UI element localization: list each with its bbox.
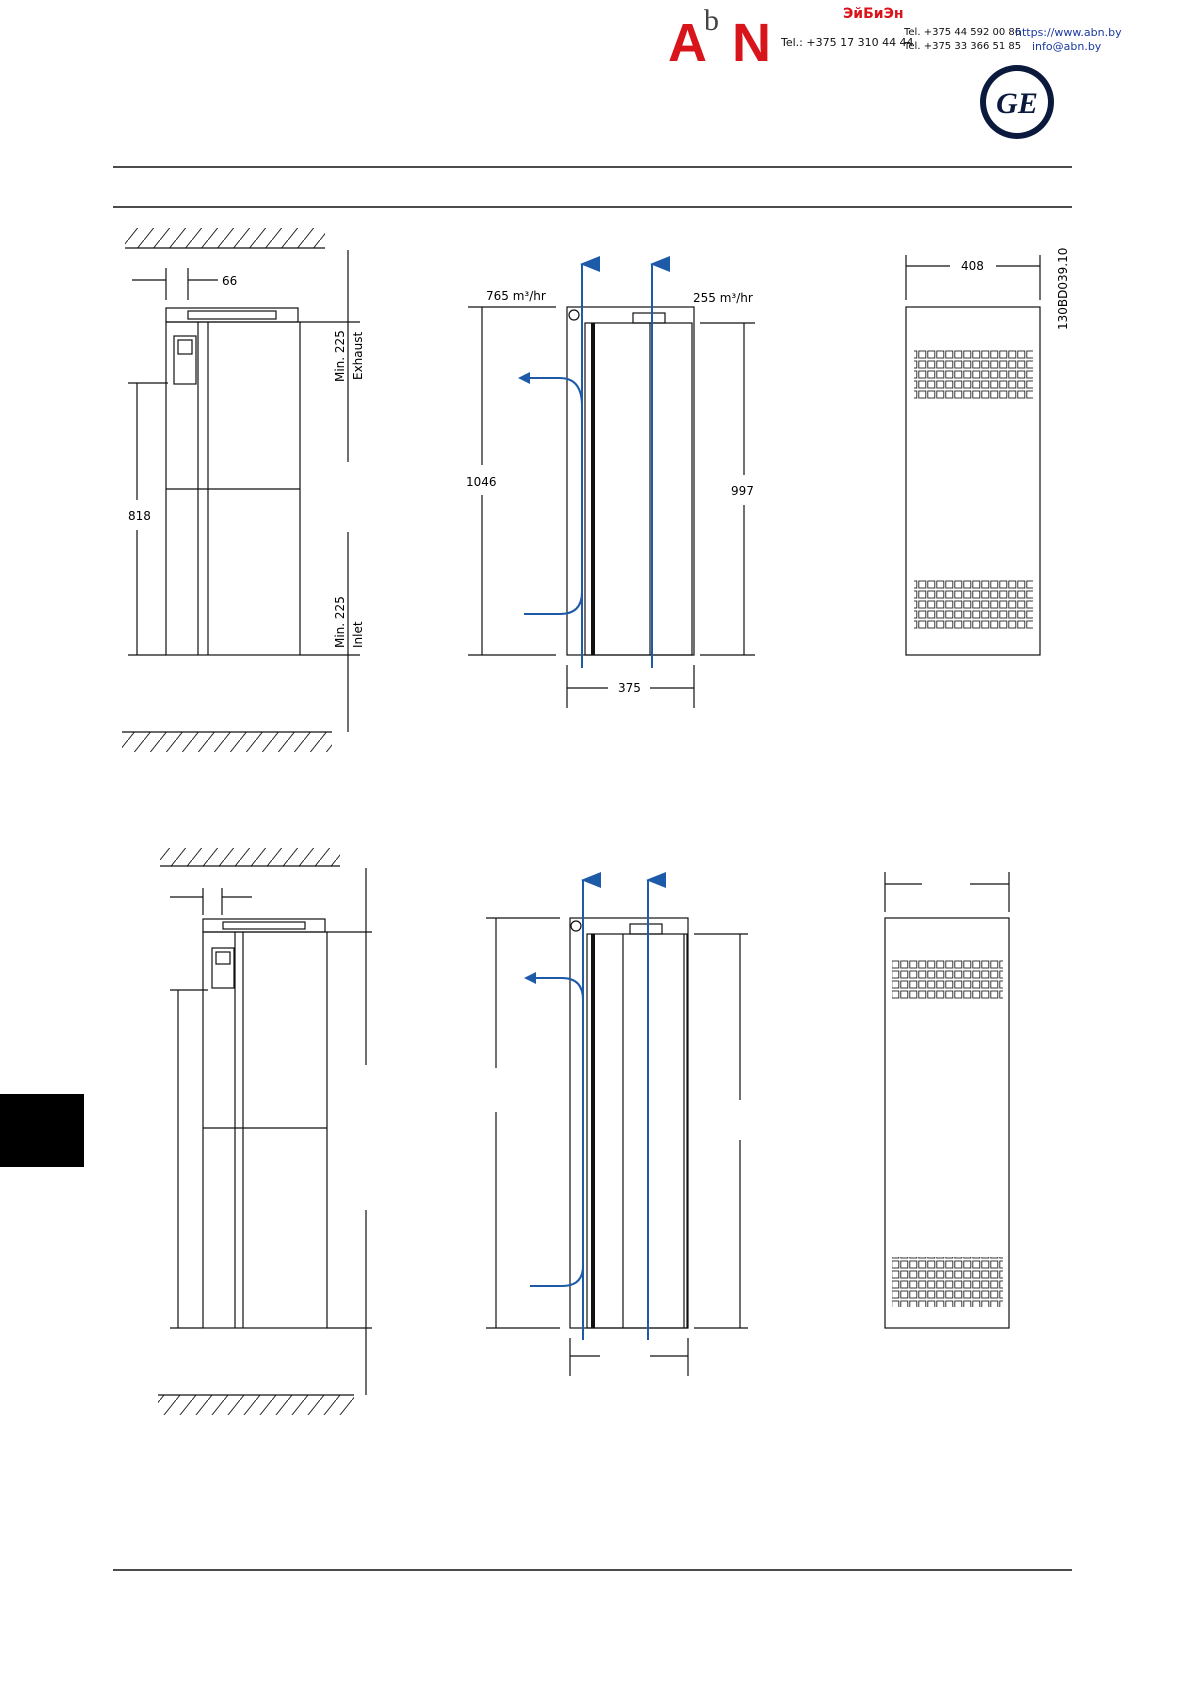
label-exhaust: Exhaust: [351, 331, 365, 380]
dim-clearance-inlet-label: Min. 225: [333, 596, 347, 648]
cabinet-body: [203, 932, 327, 1328]
side-top-cap: [633, 313, 665, 323]
figure-code: 130BD039.10: [1056, 247, 1070, 330]
airflow-inlet-curve: [524, 592, 582, 614]
floor-hatch: [122, 732, 332, 752]
section-tab: [0, 1094, 84, 1167]
control-display: [216, 952, 230, 964]
dim-clearance-exhaust-label: Min. 225: [333, 330, 347, 382]
side-inner: [587, 934, 687, 1328]
top-bracket-inner: [188, 311, 276, 319]
phone-2: Tel. +375 33 366 51 85: [904, 41, 1022, 52]
dim-depth-label: 375: [618, 681, 641, 695]
ge-logo-text: GE: [996, 87, 1038, 120]
logo-letter-b: b: [704, 4, 719, 37]
rear-grille-top: [892, 960, 1003, 1000]
dim-total-height-label: 1046: [466, 475, 497, 489]
phone-1: Tel. +375 44 592 00 86: [904, 27, 1022, 38]
side-inner: [585, 323, 692, 655]
dim-panel-height-label: 818: [128, 509, 151, 523]
ge-logo: [980, 65, 1054, 139]
side-view-top: [468, 307, 755, 708]
rear-grille-bottom: [892, 1257, 1003, 1307]
top-bracket-inner: [223, 922, 305, 929]
rear-grille-bottom: [914, 579, 1033, 629]
dim-offset-label: 66: [222, 274, 238, 288]
airflow-exhaust-curve: [524, 378, 582, 406]
airflow-left-label: 765 m³/hr: [486, 289, 546, 303]
ceiling-hatch: [125, 228, 325, 248]
side-body: [567, 307, 694, 655]
rear-view-top: [906, 255, 1040, 655]
airflow-exhaust-head: [518, 372, 530, 384]
airflow-right-label: 255 m³/hr: [693, 291, 753, 305]
ceiling-hatch: [160, 848, 340, 866]
floor-hatch: [158, 1395, 354, 1415]
airflow-exhaust-curve: [530, 978, 583, 1000]
airflow-arrows-bottom: [524, 880, 648, 1340]
logo-letter-n: N: [732, 13, 771, 73]
email-link[interactable]: info@abn.by: [1032, 40, 1102, 53]
phone-main: Tel.: +375 17 310 44 44: [781, 36, 914, 49]
side-body: [570, 918, 688, 1328]
rear-view-bottom: [885, 872, 1009, 1328]
front-view-top: [122, 228, 360, 752]
website-link[interactable]: https://www.abn.by: [1015, 26, 1122, 39]
control-panel: [174, 336, 196, 384]
mount-hole: [569, 310, 579, 320]
company-name: ЭйБиЭн: [843, 6, 904, 22]
dim-width-label: 408: [961, 259, 984, 273]
dim-body-height-label: 997: [731, 484, 754, 498]
airflow-exhaust-head: [524, 972, 536, 984]
mount-hole: [571, 921, 581, 931]
rear-grille-top: [914, 349, 1033, 399]
side-top-cap: [630, 924, 662, 934]
control-display: [178, 340, 192, 354]
logo-letter-a: A: [668, 13, 707, 73]
side-view-bottom: [486, 918, 748, 1376]
airflow-inlet-curve: [530, 1266, 583, 1286]
label-inlet: Inlet: [351, 621, 365, 648]
control-panel: [212, 948, 234, 988]
front-view-bottom: [158, 848, 372, 1415]
